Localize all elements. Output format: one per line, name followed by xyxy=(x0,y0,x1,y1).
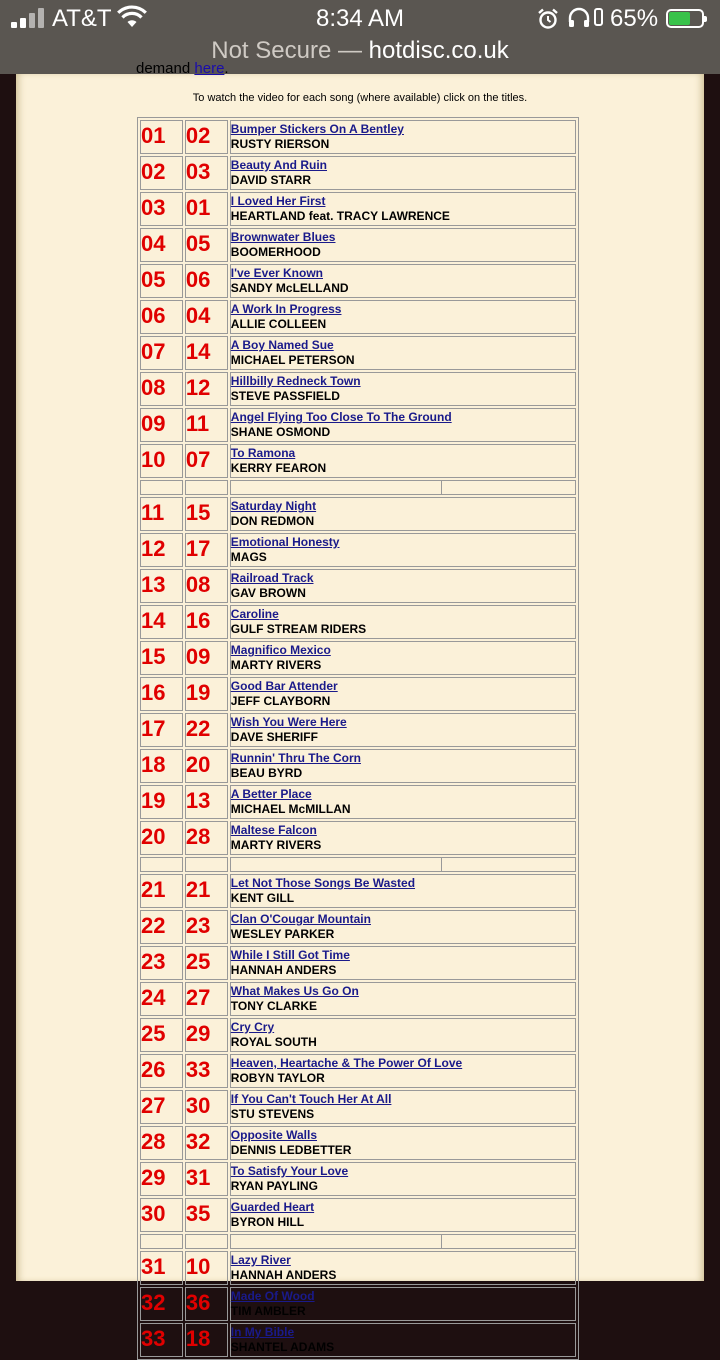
this-week-position: 11 xyxy=(140,497,183,531)
song-title-link[interactable]: Opposite Walls xyxy=(230,1128,318,1142)
artist-name: ROYAL SOUTH xyxy=(230,1035,317,1049)
this-week-position: 08 xyxy=(140,372,183,406)
song-title-link[interactable]: Hillbilly Redneck Town xyxy=(230,374,361,388)
artist-name: STEVE PASSFIELD xyxy=(230,389,340,403)
artist-name: TIM AMBLER xyxy=(230,1304,306,1318)
chart-row xyxy=(140,946,576,980)
this-week-position: 13 xyxy=(140,569,183,603)
chart-table xyxy=(137,117,579,1360)
chart-row xyxy=(140,821,576,855)
this-week-position: 06 xyxy=(140,300,183,334)
chart-row xyxy=(140,336,576,370)
song-cell xyxy=(230,264,576,298)
chart-row xyxy=(140,300,576,334)
artist-name: RUSTY RIERSON xyxy=(230,137,330,151)
artist-name: RYAN PAYLING xyxy=(230,1179,318,1193)
this-week-position: 10 xyxy=(140,444,183,478)
this-week-position: 30 xyxy=(140,1198,183,1232)
song-cell xyxy=(230,677,576,711)
song-title-link[interactable]: Angel Flying Too Close To The Ground xyxy=(230,410,452,424)
last-week-position: 25 xyxy=(185,946,228,980)
artist-name: BYRON HILL xyxy=(230,1215,305,1229)
song-title-link[interactable]: Guarded Heart xyxy=(230,1200,315,1214)
battery-fill xyxy=(669,12,690,25)
last-week-position: 13 xyxy=(185,785,228,819)
song-title-link[interactable]: Cry Cry xyxy=(230,1020,275,1034)
chart-row xyxy=(140,749,576,783)
artist-name: BEAU BYRD xyxy=(230,766,303,780)
chart-row xyxy=(140,785,576,819)
last-week-position: 20 xyxy=(185,749,228,783)
last-week-position: 09 xyxy=(185,641,228,675)
last-week-position: 29 xyxy=(185,1018,228,1052)
this-week-position: 16 xyxy=(140,677,183,711)
song-cell xyxy=(230,1323,576,1357)
chart-row xyxy=(140,910,576,944)
chart-row xyxy=(140,1018,576,1052)
last-week-position: 18 xyxy=(185,1323,228,1357)
this-week-position: 20 xyxy=(140,821,183,855)
last-week-position: 30 xyxy=(185,1090,228,1124)
song-title-link[interactable]: What Makes Us Go On xyxy=(230,984,359,998)
last-week-position: 35 xyxy=(185,1198,228,1232)
chart-row xyxy=(140,1323,576,1357)
artist-name: GAV BROWN xyxy=(230,586,306,600)
song-cell xyxy=(230,821,576,855)
this-week-position: 31 xyxy=(140,1251,183,1285)
artist-name: ROBYN TAYLOR xyxy=(230,1071,325,1085)
last-week-position: 05 xyxy=(185,228,228,262)
last-week-position: 19 xyxy=(185,677,228,711)
this-week-position: 26 xyxy=(140,1054,183,1088)
artist-name: KERRY FEARON xyxy=(230,461,327,475)
artist-name: STU STEVENS xyxy=(230,1107,315,1121)
song-title-link[interactable]: Magnifico Mexico xyxy=(230,643,331,657)
this-week-position: 23 xyxy=(140,946,183,980)
chart-row xyxy=(140,982,576,1016)
song-cell xyxy=(230,910,576,944)
artist-name: HANNAH ANDERS xyxy=(230,963,337,977)
chart-row xyxy=(140,372,576,406)
headphones-icon xyxy=(568,8,590,28)
song-title-link[interactable]: Saturday Night xyxy=(230,499,317,513)
chart-row xyxy=(140,1287,576,1321)
song-title-link[interactable]: To Ramona xyxy=(230,446,296,460)
this-week-position: 17 xyxy=(140,713,183,747)
status-bar xyxy=(0,0,720,36)
artist-name: GULF STREAM RIDERS xyxy=(230,622,367,636)
song-title-link[interactable]: A Work In Progress xyxy=(230,302,342,316)
last-week-position: 36 xyxy=(185,1287,228,1321)
last-week-position: 14 xyxy=(185,336,228,370)
group-spacer-row xyxy=(140,480,576,495)
this-week-position: 29 xyxy=(140,1162,183,1196)
song-cell xyxy=(230,749,576,783)
song-cell xyxy=(230,372,576,406)
last-week-position: 27 xyxy=(185,982,228,1016)
song-title-link[interactable]: Let Not Those Songs Be Wasted xyxy=(230,876,416,890)
artist-name: HEARTLAND feat. TRACY LAWRENCE xyxy=(230,209,450,223)
last-week-position: 07 xyxy=(185,444,228,478)
chart-row xyxy=(140,605,576,639)
song-title-link[interactable]: If You Can't Touch Her At All xyxy=(230,1092,392,1106)
artist-name: ALLIE COLLEEN xyxy=(230,317,327,331)
song-cell xyxy=(230,1198,576,1232)
song-cell xyxy=(230,1287,576,1321)
this-week-position: 19 xyxy=(140,785,183,819)
song-title-link[interactable]: Runnin' Thru The Corn xyxy=(230,751,361,765)
song-cell xyxy=(230,300,576,334)
this-week-position: 21 xyxy=(140,874,183,908)
song-title-link[interactable]: Caroline xyxy=(230,607,279,621)
this-week-position: 18 xyxy=(140,749,183,783)
song-title-link[interactable]: A Better Place xyxy=(230,787,312,801)
song-title-link[interactable]: Bumper Stickers On A Bentley xyxy=(230,122,404,136)
chart-row xyxy=(140,444,576,478)
last-week-position: 11 xyxy=(185,408,228,442)
last-week-position: 01 xyxy=(185,192,228,226)
artist-name: KENT GILL xyxy=(230,891,295,905)
last-week-position: 28 xyxy=(185,821,228,855)
chart-row xyxy=(140,1162,576,1196)
song-cell xyxy=(230,605,576,639)
song-title-link[interactable]: In My Bible xyxy=(230,1325,295,1339)
artist-name: DENNIS LEDBETTER xyxy=(230,1143,352,1157)
artist-name: JEFF CLAYBORN xyxy=(230,694,331,708)
song-cell xyxy=(230,497,576,531)
artist-name: DON REDMON xyxy=(230,514,315,528)
artist-name: MAGS xyxy=(230,550,267,564)
last-week-position: 17 xyxy=(185,533,228,567)
song-cell xyxy=(230,569,576,603)
carrier-name: AT&T xyxy=(52,5,112,32)
song-title-link[interactable]: Wish You Were Here xyxy=(230,715,347,729)
chart-row xyxy=(140,1126,576,1160)
last-week-position: 12 xyxy=(185,372,228,406)
this-week-position: 09 xyxy=(140,408,183,442)
group-spacer-row xyxy=(140,1234,576,1249)
song-cell xyxy=(230,1251,576,1285)
artist-name: BOOMERHOOD xyxy=(230,245,321,259)
artist-name: SHANTEL ADAMS xyxy=(230,1340,335,1354)
clipped-prefix: demand xyxy=(136,60,191,77)
chart-row xyxy=(140,1251,576,1285)
chart-row xyxy=(140,569,576,603)
this-week-position: 32 xyxy=(140,1287,183,1321)
song-cell xyxy=(230,336,576,370)
song-cell xyxy=(230,1162,576,1196)
url-host: hotdisc.co.uk xyxy=(368,37,509,64)
artist-name: DAVE SHERIFF xyxy=(230,730,318,744)
this-week-position: 25 xyxy=(140,1018,183,1052)
song-cell xyxy=(230,533,576,567)
artist-name: SHANE OSMOND xyxy=(230,425,331,439)
song-title-link[interactable]: Maltese Falcon xyxy=(230,823,317,837)
song-cell xyxy=(230,120,576,154)
song-cell xyxy=(230,192,576,226)
song-cell xyxy=(230,1054,576,1088)
this-week-position: 14 xyxy=(140,605,183,639)
artist-name: MICHAEL PETERSON xyxy=(230,353,355,367)
this-week-position: 28 xyxy=(140,1126,183,1160)
this-week-position: 24 xyxy=(140,982,183,1016)
battery-percent: 65% xyxy=(610,5,659,32)
artist-name: DAVID STARR xyxy=(230,173,312,187)
song-cell xyxy=(230,713,576,747)
here-link[interactable]: here xyxy=(194,60,225,77)
chart-row xyxy=(140,120,576,154)
chart-row xyxy=(140,408,576,442)
chart-row xyxy=(140,677,576,711)
song-title-link[interactable]: Emotional Honesty xyxy=(230,535,340,549)
group-spacer-row xyxy=(140,857,576,872)
last-week-position: 33 xyxy=(185,1054,228,1088)
song-title-link[interactable]: Lazy River xyxy=(230,1253,291,1267)
last-week-position: 31 xyxy=(185,1162,228,1196)
last-week-position: 22 xyxy=(185,713,228,747)
chart-row xyxy=(140,533,576,567)
song-title-link[interactable]: A Boy Named Sue xyxy=(230,338,334,352)
last-week-position: 06 xyxy=(185,264,228,298)
browser-chrome xyxy=(0,0,720,74)
artist-name: MICHAEL McMILLAN xyxy=(230,802,351,816)
song-cell xyxy=(230,874,576,908)
artist-name: WESLEY PARKER xyxy=(230,927,335,941)
this-week-position: 07 xyxy=(140,336,183,370)
last-week-position: 03 xyxy=(185,156,228,190)
alarm-icon xyxy=(537,8,559,30)
artist-name: MARTY RIVERS xyxy=(230,658,322,672)
chart-row xyxy=(140,874,576,908)
this-week-position: 12 xyxy=(140,533,183,567)
this-week-position: 27 xyxy=(140,1090,183,1124)
last-week-position: 10 xyxy=(185,1251,228,1285)
song-cell xyxy=(230,228,576,262)
song-cell xyxy=(230,946,576,980)
song-cell xyxy=(230,982,576,1016)
artist-name: TONY CLARKE xyxy=(230,999,318,1013)
web-page xyxy=(16,60,704,1354)
song-cell xyxy=(230,1018,576,1052)
last-week-position: 08 xyxy=(185,569,228,603)
orientation-lock-icon xyxy=(594,8,603,26)
chart-row xyxy=(140,713,576,747)
song-title-link[interactable]: Railroad Track xyxy=(230,571,314,585)
this-week-position: 02 xyxy=(140,156,183,190)
intro-text: To watch the video for each song (where available) click on the titles. xyxy=(192,92,528,104)
song-title-link[interactable]: Brownwater Blues xyxy=(230,230,336,244)
song-cell xyxy=(230,444,576,478)
not-secure-label: Not Secure — xyxy=(211,37,362,64)
last-week-position: 16 xyxy=(185,605,228,639)
chart-row xyxy=(140,228,576,262)
song-title-link[interactable]: I've Ever Known xyxy=(230,266,323,280)
last-week-position: 02 xyxy=(185,120,228,154)
this-week-position: 04 xyxy=(140,228,183,262)
song-title-link[interactable]: Beauty And Ruin xyxy=(230,158,328,172)
this-week-position: 15 xyxy=(140,641,183,675)
song-title-link[interactable]: While I Still Got Time xyxy=(230,948,350,962)
last-week-position: 32 xyxy=(185,1126,228,1160)
song-cell xyxy=(230,641,576,675)
battery-icon xyxy=(666,9,704,28)
this-week-position: 33 xyxy=(140,1323,183,1357)
song-title-link[interactable]: Good Bar Attender xyxy=(230,679,338,693)
song-title-link[interactable]: I Loved Her First xyxy=(230,194,326,208)
song-cell xyxy=(230,1090,576,1124)
song-cell xyxy=(230,156,576,190)
this-week-position: 01 xyxy=(140,120,183,154)
last-week-position: 23 xyxy=(185,910,228,944)
chart-row xyxy=(140,192,576,226)
last-week-position: 15 xyxy=(185,497,228,531)
song-title-link[interactable]: To Satisfy Your Love xyxy=(230,1164,349,1178)
clock: 8:34 AM xyxy=(315,5,405,32)
artist-name: MARTY RIVERS xyxy=(230,838,322,852)
chart-row xyxy=(140,641,576,675)
artist-name: SANDY McLELLAND xyxy=(230,281,349,295)
chart-row xyxy=(140,1090,576,1124)
song-cell xyxy=(230,408,576,442)
this-week-position: 22 xyxy=(140,910,183,944)
this-week-position: 03 xyxy=(140,192,183,226)
last-week-position: 04 xyxy=(185,300,228,334)
last-week-position: 21 xyxy=(185,874,228,908)
song-cell xyxy=(230,1126,576,1160)
chart-row xyxy=(140,497,576,531)
address-bar[interactable] xyxy=(0,36,720,70)
chart-row xyxy=(140,264,576,298)
song-title-link[interactable]: Heaven, Heartache & The Power Of Love xyxy=(230,1056,463,1070)
chart-row xyxy=(140,1054,576,1088)
song-cell xyxy=(230,785,576,819)
song-title-link[interactable]: Clan O'Cougar Mountain xyxy=(230,912,371,926)
clipped-text-line: demand here. xyxy=(136,60,229,77)
artist-name: HANNAH ANDERS xyxy=(230,1268,337,1282)
this-week-position: 05 xyxy=(140,264,183,298)
chart-row xyxy=(140,1198,576,1232)
song-title-link[interactable]: Made Of Wood xyxy=(230,1289,315,1303)
chart-row xyxy=(140,156,576,190)
